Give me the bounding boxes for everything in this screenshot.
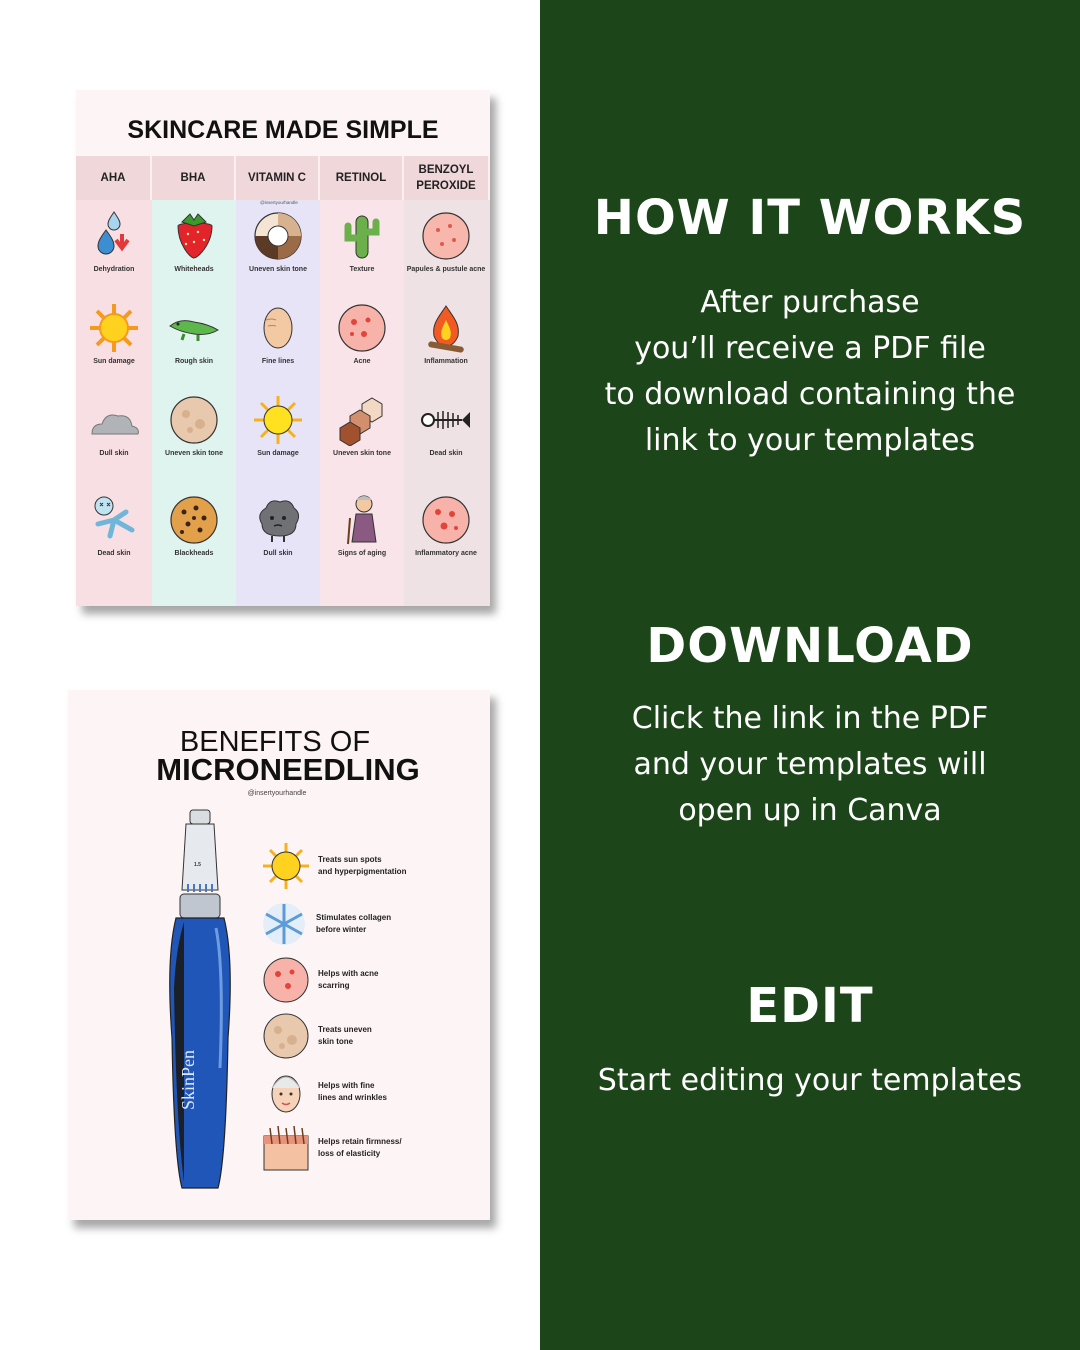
benefit-item xyxy=(262,1068,482,1118)
benefit-item xyxy=(262,956,482,1006)
acne-circle-icon xyxy=(262,956,310,1004)
acne-circle-icon xyxy=(420,494,472,546)
sun-icon xyxy=(252,394,304,446)
benefit-text: Helps with fine lines and wrinkles xyxy=(318,1081,387,1102)
cell-label: Inflammatory acne xyxy=(415,550,477,557)
benefit-text: Stimulates collagen before winter xyxy=(316,913,392,934)
skin-circle-icon xyxy=(168,394,220,446)
cell-label: Papules & pustule acne xyxy=(406,266,486,273)
poster-title-line1: BENEFITS OF xyxy=(179,726,371,758)
how-it-works-text: After purchase you’ll receive a PDF file to download containing the link to your templates xyxy=(604,285,1016,458)
skin-layers-icon xyxy=(262,1124,310,1172)
cell-label: Signs of aging xyxy=(337,550,387,557)
acne-circle-icon xyxy=(336,302,388,354)
sun-icon xyxy=(88,302,140,354)
color-wheel-icon xyxy=(252,210,304,262)
grid-cell xyxy=(404,210,488,273)
cactus-icon xyxy=(336,210,388,262)
grid-cell xyxy=(320,394,404,457)
benefit-item xyxy=(262,842,482,892)
sun-icon xyxy=(262,842,310,890)
column-header-vitamin-c: VITAMIN C xyxy=(236,156,320,200)
grid-cell xyxy=(76,394,156,457)
column-header-retinol: RETINOL xyxy=(320,156,404,200)
skin-circle-icon xyxy=(262,1012,310,1060)
benefit-text: Helps retain firmness/ loss of elasticity xyxy=(318,1137,402,1158)
download-heading: DOWNLOAD xyxy=(646,618,974,674)
hexagons-icon xyxy=(336,394,388,446)
how-it-works-heading: HOW IT WORKS xyxy=(593,190,1027,246)
old-woman-icon xyxy=(336,494,388,546)
instructions-panel xyxy=(540,0,1080,1350)
cell-label: Texture xyxy=(349,266,375,273)
grid-cell xyxy=(236,210,320,273)
grid-cell xyxy=(152,494,236,557)
face-icon xyxy=(262,1068,310,1116)
grid-cell xyxy=(76,210,156,273)
cell-label: Uneven skin tone xyxy=(333,450,391,457)
download-text: Click the link in the PDF and your templates will open up in Canva xyxy=(631,701,989,828)
cell-label: Dead skin xyxy=(429,450,463,457)
cell-label: Dull skin xyxy=(99,450,129,457)
pen-brand-label: SkinPen xyxy=(178,1049,198,1110)
strawberry-icon xyxy=(168,210,220,262)
grid-cell xyxy=(320,302,404,365)
cloud-icon xyxy=(88,394,140,446)
snowflake-icon xyxy=(260,900,308,948)
grid-cell xyxy=(404,302,488,365)
edit-text: Start editing your templates xyxy=(597,1063,1023,1098)
cell-label: Uneven skin tone xyxy=(249,266,307,273)
grid-cell xyxy=(320,210,404,273)
fish-skeleton-icon xyxy=(420,394,472,446)
microneedling-poster-preview xyxy=(68,690,490,1220)
cell-label: Blackheads xyxy=(174,550,214,557)
cell-label: Sun damage xyxy=(257,450,299,457)
grid-cell xyxy=(152,394,236,457)
skincare-chart-preview xyxy=(76,90,490,606)
benefit-item xyxy=(260,900,480,950)
cell-label: Inflammation xyxy=(424,358,468,365)
grid-cell xyxy=(404,394,488,457)
poster-title-line2: MICRONEEDLING xyxy=(156,752,420,787)
column-header-bha: BHA xyxy=(152,156,236,200)
cell-label: Sun damage xyxy=(93,358,135,365)
grid-cell xyxy=(236,394,320,457)
campfire-icon xyxy=(420,302,472,354)
grid-cell xyxy=(152,302,236,365)
cell-label: Rough skin xyxy=(174,358,214,365)
pustule-circle-icon xyxy=(420,210,472,262)
grid-cell xyxy=(320,494,404,557)
benefit-text: Helps with acne scarring xyxy=(318,969,379,990)
cell-label: Dehydration xyxy=(93,266,135,273)
poster-handle: @insertyourhandle xyxy=(260,200,298,205)
droplets-icon xyxy=(88,210,140,262)
grid-cell xyxy=(236,494,320,557)
column-header-aha: AHA xyxy=(76,156,152,200)
edit-heading: EDIT xyxy=(746,978,874,1034)
cell-label: Whiteheads xyxy=(174,266,214,273)
cell-label: Uneven skin tone xyxy=(165,450,223,457)
poster-title: SKINCARE MADE SIMPLE xyxy=(127,116,439,144)
benefit-text: Treats uneven skin tone xyxy=(318,1025,372,1046)
cell-label: Dull skin xyxy=(263,550,293,557)
dead-figure-icon xyxy=(88,494,140,546)
grid-cell xyxy=(236,302,320,365)
pen-scale-label: 1.5 xyxy=(194,862,201,868)
grey-blob-icon xyxy=(252,494,304,546)
benefit-item xyxy=(262,1124,482,1174)
grid-cell xyxy=(76,494,156,557)
cell-label: Fine lines xyxy=(261,358,295,365)
benefit-text: Treats sun spots and hyperpigmentation xyxy=(318,855,407,876)
benefit-item xyxy=(262,1012,482,1062)
grid-cell xyxy=(76,302,156,365)
grid-cell xyxy=(404,494,488,557)
column-header-benzoyl-peroxide: BENZOYL PEROXIDE xyxy=(404,156,490,200)
face-profile-icon xyxy=(252,302,304,354)
grid-cell xyxy=(152,210,236,273)
cookie-icon xyxy=(168,494,220,546)
cell-label: Acne xyxy=(353,358,371,365)
crocodile-icon xyxy=(168,302,220,354)
poster-handle: @insertyourhandle xyxy=(247,790,307,797)
cell-label: Dead skin xyxy=(97,550,131,557)
